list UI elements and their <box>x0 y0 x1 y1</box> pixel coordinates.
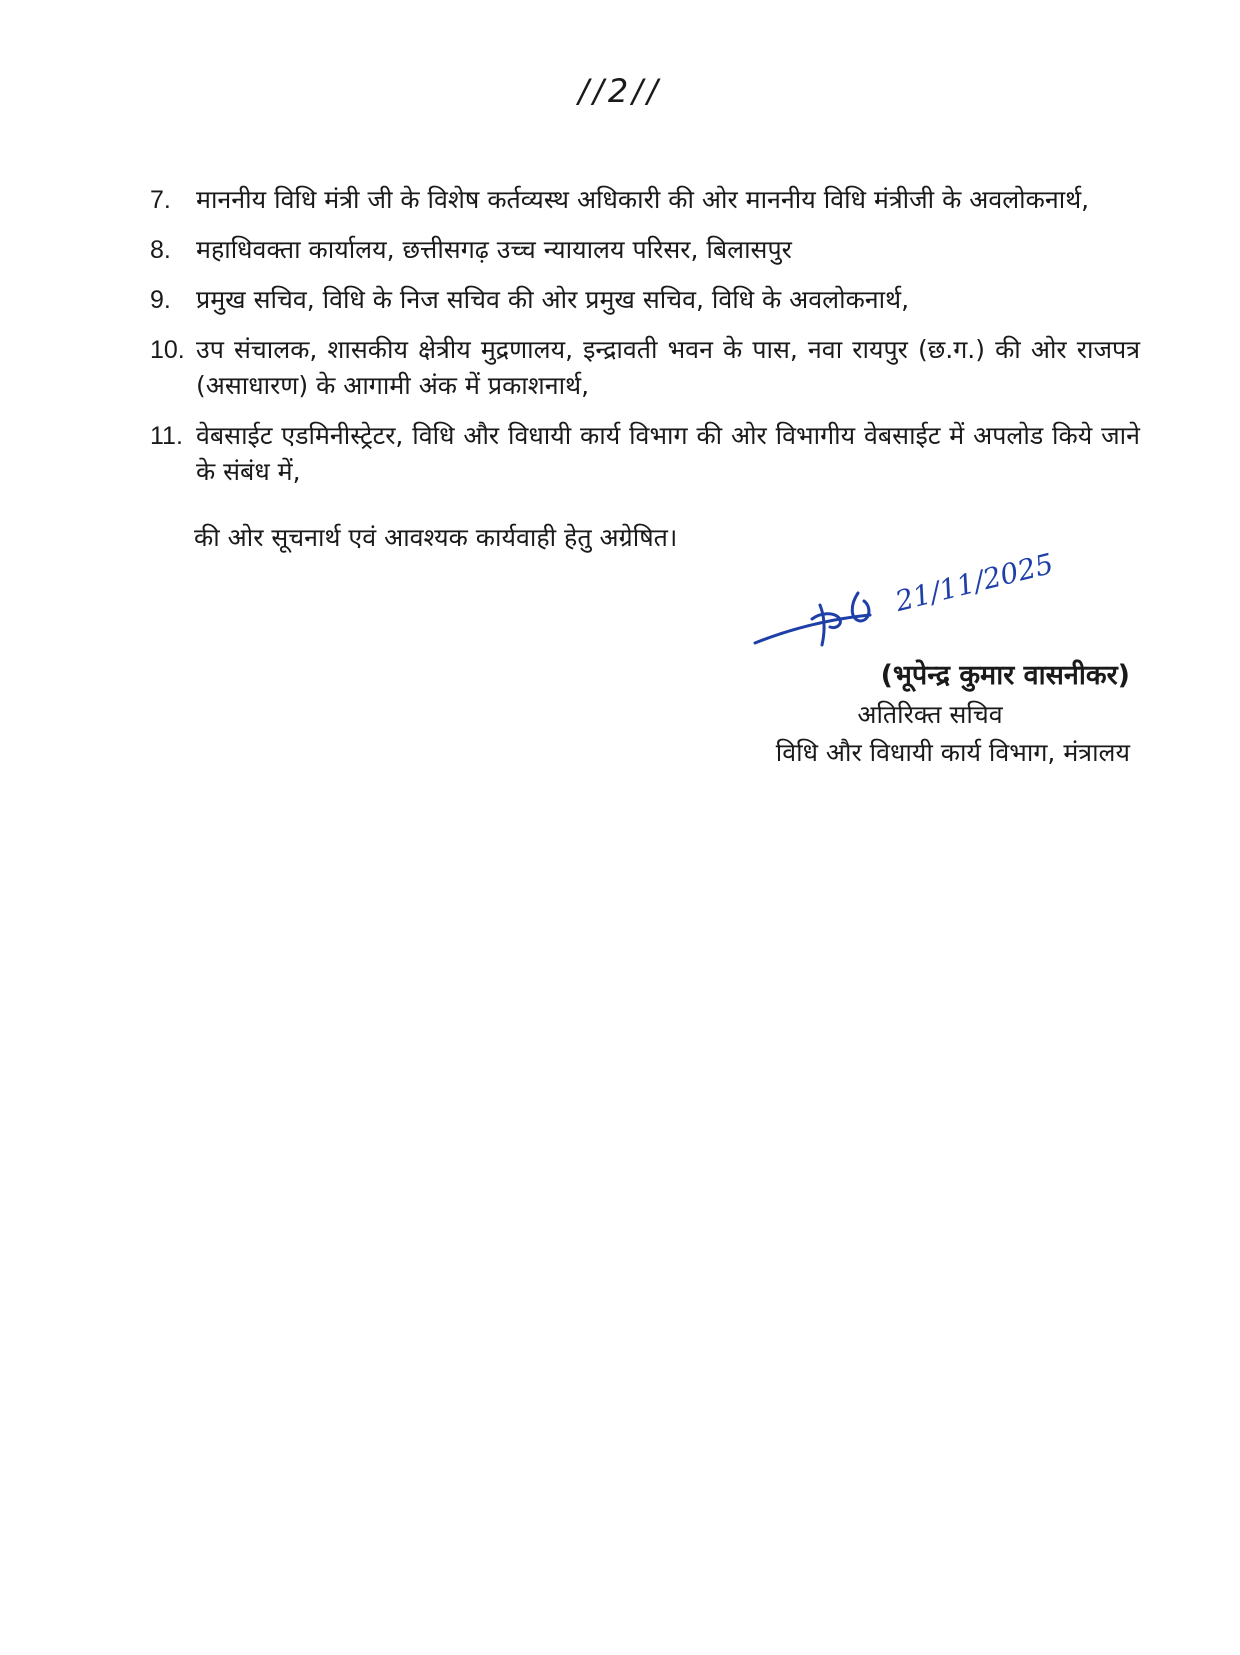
signatory-designation: अतिरिक्त सचिव <box>857 700 1003 729</box>
signature-date: 21/11/2025 <box>892 546 1057 618</box>
list-item-text: प्रमुख सचिव, विधि के निज सचिव की ओर प्रमुख सचिव, विधि के अवलोकनार्थ, <box>196 285 910 314</box>
page-number: //2// <box>578 72 662 110</box>
list-item <box>150 282 1140 318</box>
list-item-text: माननीय विधि मंत्री जी के विशेष कर्तव्यस्थ अधिकारी की ओर माननीय विधि मंत्रीजी के अवलोकनार्थ, <box>196 185 1090 214</box>
list-item-number: 10. <box>150 336 185 364</box>
list-item-number: 8. <box>150 236 171 264</box>
list-item-text: महाधिवक्ता कार्यालय, छत्तीसगढ़ उच्च न्यायालय परिसर, बिलासपुर <box>196 235 792 264</box>
list-item-text: वेबसाईट एडमिनीस्ट्रेटर, विधि और विधायी कार्य विभाग की ओर विभागीय वेबसाईट में अपलोड किये जाने के संबंध में, <box>196 421 1140 486</box>
list-item-text: उप संचालक, शासकीय क्षेत्रीय मुद्रणालय, इन्द्रावती भवन के पास, नवा रायपुर (छ.ग.) की ओर राजपत्र (असाधारण) के आगामी अंक में प्रकाशनार्थ, <box>196 335 1140 400</box>
list-item <box>150 182 1140 218</box>
signatory-department: विधि और विधायी कार्य विभाग, मंत्रालय <box>775 738 1130 767</box>
list-item <box>150 418 1140 490</box>
list-item-number: 11. <box>150 422 183 450</box>
signature-block <box>610 546 1130 767</box>
list-item <box>150 332 1140 404</box>
distribution-list <box>150 182 1140 504</box>
closing-line: की ओर सूचनार्थ एवं आवश्यक कार्यवाही हेतु अग्रेषित। <box>194 523 678 552</box>
list-item <box>150 232 1140 268</box>
signatory-name: (भूपेन्द्र कुमार वासनीकर) <box>880 660 1130 691</box>
list-item-number: 7. <box>150 186 171 214</box>
list-item-number: 9. <box>150 286 171 314</box>
